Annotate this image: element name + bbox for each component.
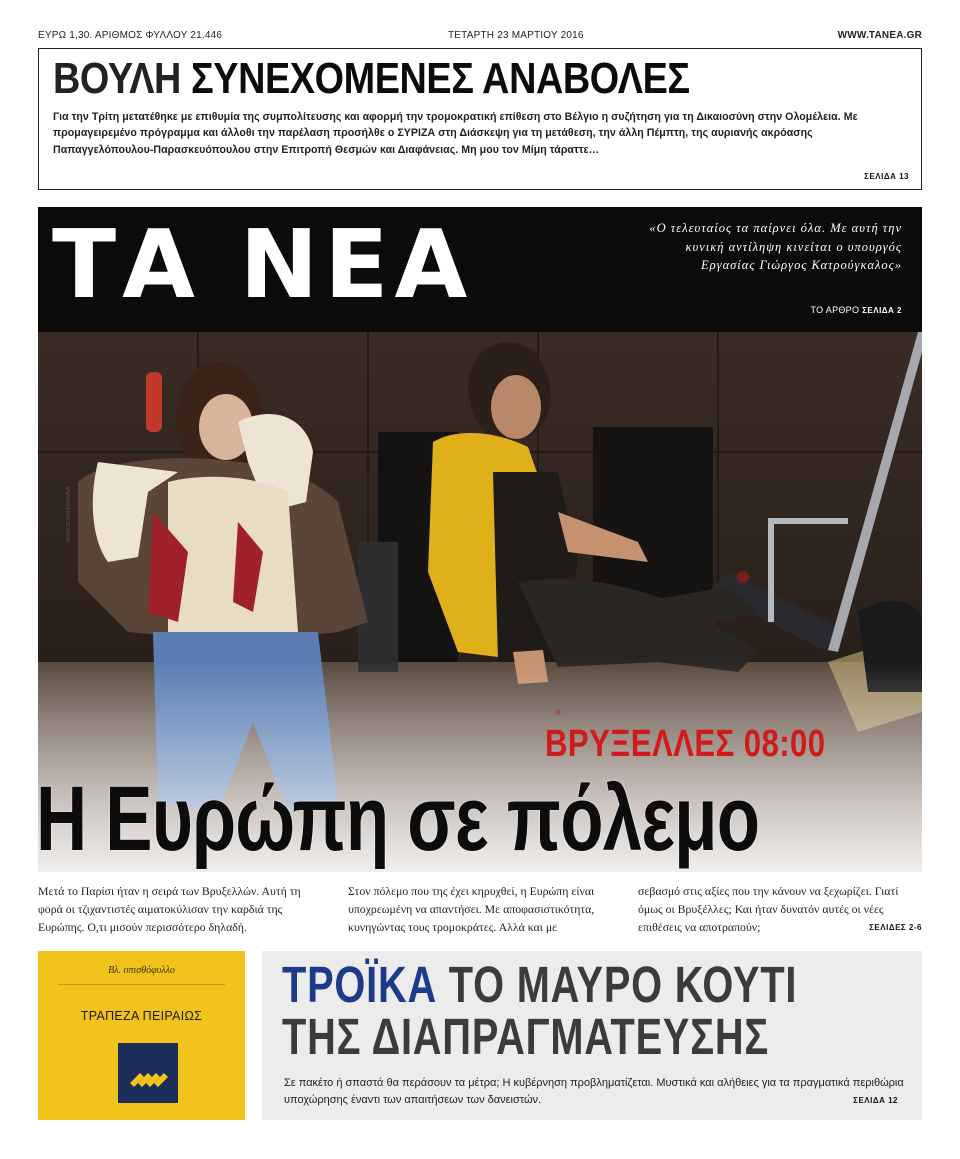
lead-column-1: Μετά το Παρίσι ήταν η σειρά των Βρυξελλών. Αυτή τη φορά οι τζιχαντιστές αιματοκύλισαν την καρδιά της Ευρώπης. Ο,τι μισούν περισσότερο δηλαδή. [38, 884, 301, 934]
parliament-headline [53, 55, 787, 103]
lead-headline[interactable]: Η Ευρώπη σε πόλεμο [36, 768, 760, 870]
lead-kicker: ΒΡΥΞΕΛΛΕΣ 08:00 [545, 723, 826, 765]
lead-page-ref[interactable]: ΣΕΛΙΔΕΣ 2-6 [869, 923, 922, 932]
ad-bank-name: ΤΡΑΠΕΖΑ ΠΕΙΡΑΙΩΣ [80, 1009, 203, 1023]
website-link[interactable]: WWW.TANEA.GR [837, 30, 922, 41]
parliament-page-ref[interactable]: ΣΕΛΙΔΑ 13 [864, 172, 909, 181]
bank-advert[interactable] [38, 951, 245, 1120]
photo-credit: AP/KETEVAN KARDAVA [66, 486, 72, 542]
troika-headline-line-2: ΤΗΣ ΔΙΑΠΡΑΓΜΑΤΕΥΣΗΣ [282, 1008, 770, 1065]
troika-headline-highlight: ΤΡΟΪΚΑ [282, 956, 437, 1013]
parliament-story-text: Για την Τρίτη μετατέθηκε με επιθυμία της συμπολίτευσης και αφορμή την τρομοκρατική επίθεση στο Βέλγιο η συζήτηση για τη Δικαιοσύνη στην Ολομέλεια. Με προμαγειρεμένο πρόγραμμα και άλλοθι την παρέλαση προσήλθε ο ΣΥΡΙΖΑ στη Διάσκεψη για τη μετάθεση, την άλλη Πέμπτη, της αυριανής ακρόασης Παπαγγελόπουλου-Παρασκευόπουλου στην Επιτροπή Θεσμών και Διαφάνειας. Μη μου τον Μίμη τάραττε… [53, 111, 858, 156]
lead-column-3: σεβασμό στις αξίες που την κάνουν να ξεχωρίζει. Γιατί όμως οι Βρυξέλλες; Και ήταν δυνατόν αυτές οι νέες επιθέσεις να αποτραπούν; [638, 884, 899, 934]
top-info-line [38, 30, 922, 44]
masthead-quote: «Ο τελευταίος τα παίρνει όλα. Με αυτή την κυνική αντίληψη κινείται ο υπουργός Εργασίας Γιώργος Κατρούγκαλος» [649, 221, 902, 272]
troika-headline-line-1 [282, 956, 798, 1013]
bank-logo-icon [118, 1043, 178, 1103]
newspaper-logo[interactable]: ΤΑ ΝΕΑ [52, 211, 474, 320]
parliament-headline-text: ΣΥΝΕΧΟΜΕΝΕΣ ΑΝΑΒΟΛΕΣ [191, 54, 690, 103]
parliament-headline-label: ΒΟΥΛΗ [53, 54, 181, 103]
price-issue: ΕΥΡΩ 1,30. ΑΡΙΘΜΟΣ ΦΥΛΛΟΥ 21.446 [38, 30, 223, 41]
lead-summary [38, 882, 922, 938]
quote-ref-label: ΤΟ ΑΡΘΡΟ [810, 305, 860, 315]
quote-page-ref[interactable] [811, 305, 902, 315]
ad-backpage-note: Βλ. οπισθόφυλλο [108, 965, 175, 976]
masthead [38, 207, 922, 332]
troika-story-box[interactable] [262, 951, 922, 1120]
troika-headline-text-1: ΤΟ ΜΑΥΡΟ ΚΟΥΤΙ [448, 956, 798, 1013]
troika-headline [282, 956, 798, 1065]
parliament-story-box[interactable] [38, 48, 922, 190]
lead-column-2: Στον πόλεμο που της έχει κηρυχθεί, η Ευρώπη είναι υποχρεωμένη να απαντήσει. Με αποφασιστικότητα, κυνηγώντας τους τρομοκράτες. Αλλά και με [348, 884, 595, 934]
quote-ref-page: ΣΕΛΙΔΑ 2 [862, 306, 902, 315]
ad-divider [58, 984, 225, 985]
troika-page-ref[interactable]: ΣΕΛΙΔΑ 12 [853, 1096, 898, 1105]
troika-story-text: Σε πακέτο ή σπαστά θα περάσουν τα μέτρα; Η κυβέρνηση προβληματίζεται. Μυστικά και αλήθειες για τα πραγματικά περιθώρια υποχώρησης έναντι των απαιτήσεων των δανειστών. [284, 1077, 904, 1106]
issue-date: ΤΕΤΑΡΤΗ 23 ΜΑΡΤΙΟΥ 2016 [448, 30, 584, 41]
